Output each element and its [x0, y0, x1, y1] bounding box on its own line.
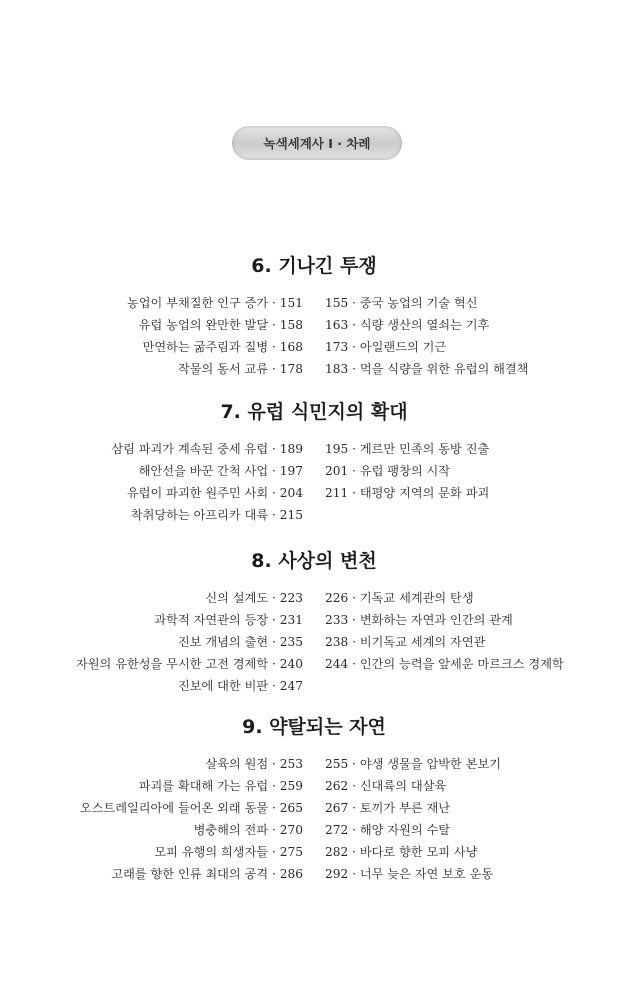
toc-entry-left: 오스트레일리아에 들어온 외래 동물 · 265 [79, 800, 303, 815]
toc-row [0, 774, 628, 796]
toc-entry-left: 고래를 향한 인류 최대의 공격 · 286 [111, 866, 303, 881]
toc-row [0, 313, 628, 335]
toc-entry-left: 농업이 부채질한 인구 증가 · 151 [126, 295, 303, 310]
section-title: 9. 약탈되는 자연 [242, 716, 386, 738]
toc-row [0, 459, 628, 481]
toc-row [0, 630, 628, 652]
toc-entry-right: 226 · 기독교 세계관의 탄생 [325, 590, 474, 605]
section-entries [0, 586, 628, 696]
toc-entry-left: 유럽 농업의 완만한 발달 · 158 [138, 317, 303, 332]
toc-entry-right: 201 · 유럽 팽창의 시작 [325, 463, 451, 478]
toc-entry-right: 292 · 너무 늦은 자연 보호 운동 [325, 866, 494, 881]
toc-entry-left: 살육의 원점 · 253 [205, 756, 303, 771]
toc-entry-right: 262 · 신대륙의 대살육 [325, 778, 447, 793]
toc-section-6 [0, 251, 628, 379]
toc-entry-right: 211 · 태평양 지역의 문화 파괴 [325, 485, 490, 500]
toc-entry-left: 병충해의 전파 · 270 [193, 822, 303, 837]
toc-entry-left: 삼림 파괴가 계속된 중세 유럽 · 189 [111, 441, 303, 456]
toc-row [0, 291, 628, 313]
toc-row [0, 840, 628, 862]
toc-entry-right: 195 · 게르만 민족의 동방 진출 [325, 441, 490, 456]
toc-section-8 [0, 546, 628, 696]
toc-entry-left: 과학적 자연관의 등장 · 231 [154, 612, 303, 627]
toc-entry-left: 자원의 유한성을 무시한 고전 경제학 · 240 [76, 656, 303, 671]
toc-entry-left: 신의 설계도 · 223 [205, 590, 303, 605]
toc-entry-right: 233 · 변화하는 자연과 인간의 관계 [325, 612, 513, 627]
toc-entry-left: 착취당하는 아프리카 대륙 · 215 [130, 507, 303, 522]
toc-section-7 [0, 397, 628, 525]
toc-entry-right: 267 · 토끼가 부른 재난 [325, 800, 451, 815]
toc-row [0, 357, 628, 379]
toc-entry-left: 파괴를 확대해 가는 유럽 · 259 [138, 778, 303, 793]
toc-row [0, 503, 628, 525]
toc-entry-left: 유럽이 파괴한 원주민 사회 · 204 [126, 485, 303, 500]
toc-row [0, 674, 628, 696]
toc-header-badge [232, 126, 402, 160]
section-title: 7. 유럽 식민지의 확대 [220, 401, 408, 423]
toc-entry-left: 진보 개념의 출현 · 235 [177, 634, 303, 649]
toc-row [0, 586, 628, 608]
toc-entry-right: 173 · 아일랜드의 기근 [325, 339, 447, 354]
toc-row [0, 818, 628, 840]
toc-row [0, 862, 628, 884]
toc-entry-right: 238 · 비기독교 세계의 자연관 [325, 634, 486, 649]
toc-entry-right: 183 · 먹을 식량을 위한 유럽의 해결책 [325, 361, 529, 376]
section-entries [0, 752, 628, 884]
toc-row [0, 652, 628, 674]
toc-entry-left: 모피 유행의 희생자들 · 275 [154, 844, 303, 859]
toc-row [0, 437, 628, 459]
section-entries [0, 437, 628, 525]
toc-entry-left: 해안선을 바꾼 간척 사업 · 197 [138, 463, 303, 478]
section-entries [0, 291, 628, 379]
toc-entry-right: 282 · 바다로 향한 모피 사냥 [325, 844, 478, 859]
toc-entry-right: 255 · 야생 생물을 압박한 본보기 [325, 756, 502, 771]
toc-row [0, 752, 628, 774]
toc-row [0, 481, 628, 503]
toc-entry-right: 244 · 인간의 능력을 앞세운 마르크스 경제학 [325, 656, 564, 671]
toc-row [0, 796, 628, 818]
section-title: 8. 사상의 변천 [251, 550, 377, 572]
toc-entry-left: 작물의 동서 교류 · 178 [177, 361, 303, 376]
toc-entry-right: 272 · 해양 자원의 수탈 [325, 822, 451, 837]
toc-entry-right: 163 · 식량 생산의 열쇠는 기후 [325, 317, 490, 332]
toc-entry-right: 155 · 중국 농업의 기술 혁신 [325, 295, 478, 310]
toc-header-title: 녹색세계사 Ⅰ · 차례 [263, 136, 371, 151]
section-title: 6. 기나긴 투쟁 [251, 255, 377, 277]
toc-row [0, 335, 628, 357]
toc-entry-left: 진보에 대한 비판 · 247 [177, 678, 303, 693]
toc-row [0, 608, 628, 630]
toc-entry-left: 만연하는 굶주림과 질병 · 168 [142, 339, 303, 354]
toc-section-9 [0, 712, 628, 884]
